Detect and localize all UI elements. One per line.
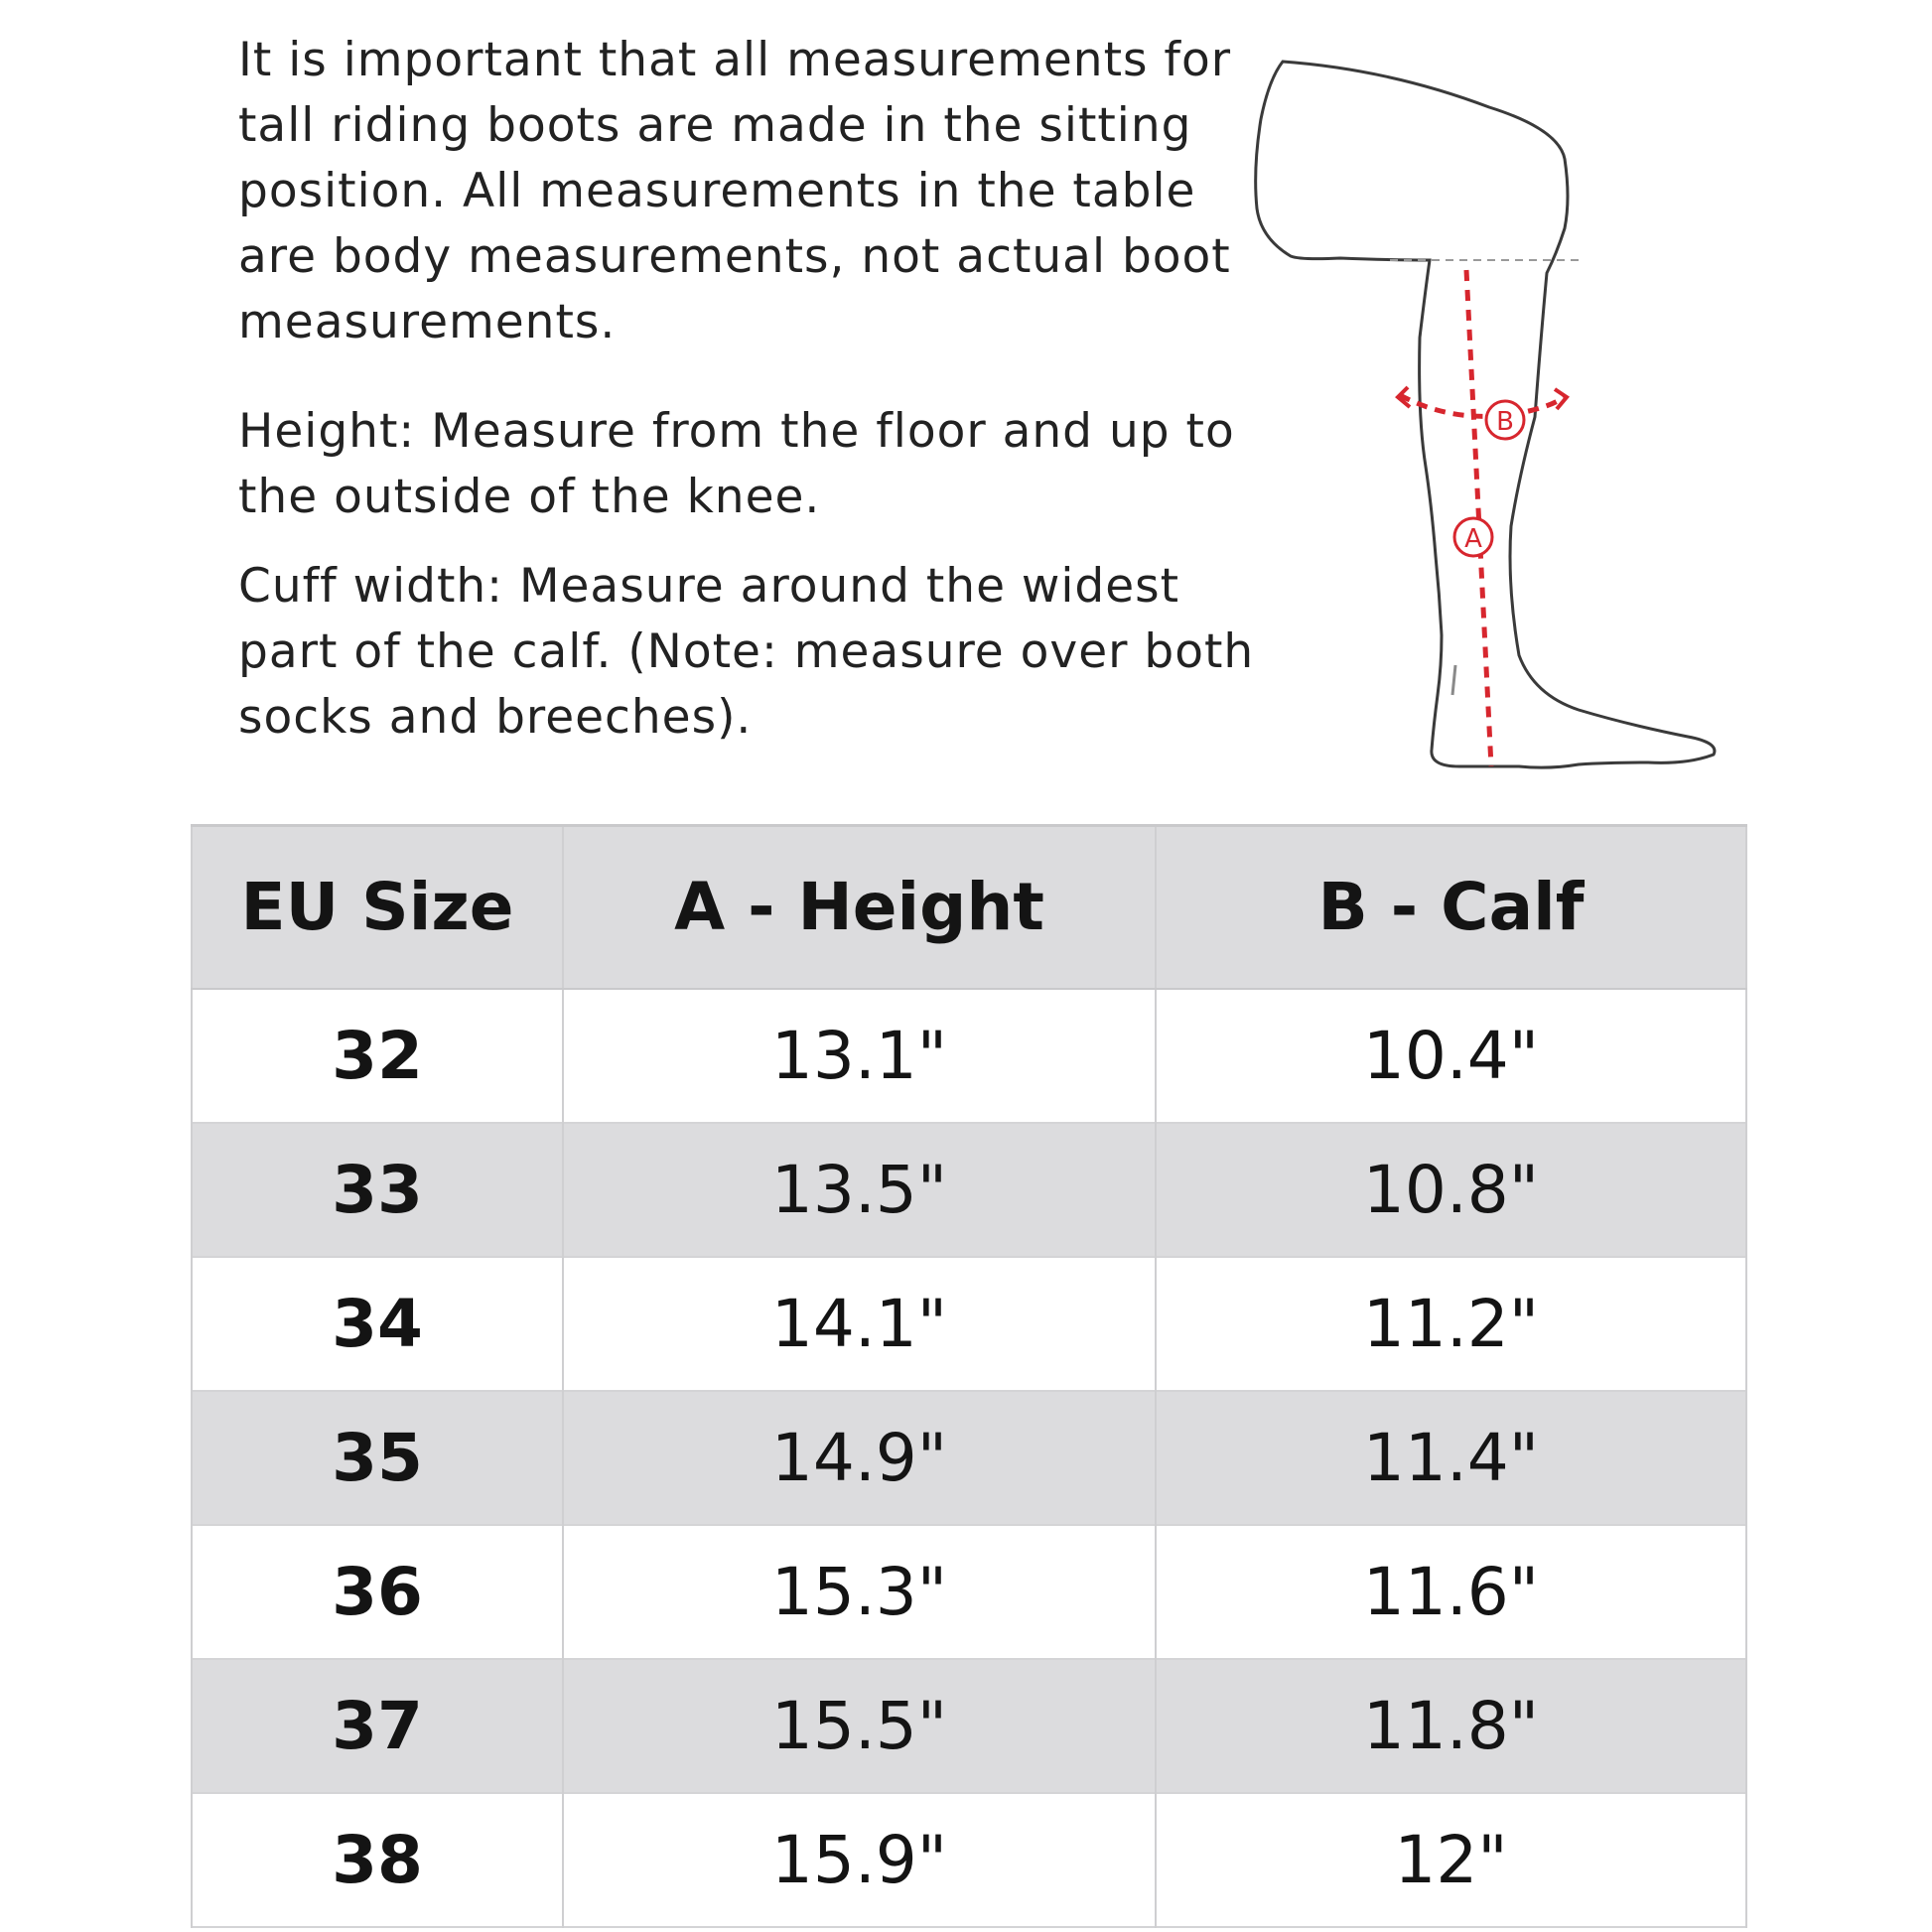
size-cell: 38 <box>192 1793 563 1927</box>
marker-b-label: B <box>1496 407 1514 437</box>
table-row <box>192 1659 1746 1793</box>
height-cell: 14.1" <box>563 1257 1156 1391</box>
leg-measurement-diagram <box>1251 40 1727 784</box>
table-header-row <box>192 826 1746 989</box>
table-row <box>192 1525 1746 1659</box>
intro-text <box>238 28 1271 751</box>
marker-a-label: A <box>1464 524 1482 554</box>
table-row <box>192 1257 1746 1391</box>
calf-cell: 10.4" <box>1156 989 1746 1123</box>
height-cell: 13.1" <box>563 989 1156 1123</box>
size-cell: 34 <box>192 1257 563 1391</box>
calf-cell: 10.8" <box>1156 1123 1746 1257</box>
calf-cell: 11.2" <box>1156 1257 1746 1391</box>
table-row <box>192 1391 1746 1525</box>
intro-paragraph-cuff: Cuff width: Measure around the widest part of the calf. (Note: measure over both socks and breeches). <box>238 559 1255 745</box>
header-eu-size: EU Size <box>192 826 563 989</box>
height-cell: 15.5" <box>563 1659 1156 1793</box>
size-cell: 36 <box>192 1525 563 1659</box>
calf-cell: 12" <box>1156 1793 1746 1927</box>
table-row <box>192 989 1746 1123</box>
header-height: A - Height <box>563 826 1156 989</box>
intro-paragraph-sitting: It is important that all measurements for tall riding boots are made in the sitting position. All measurements in the table are body measurements, not actual boot measurements. <box>238 33 1232 349</box>
calf-arrow-right <box>1555 389 1567 409</box>
marker-b <box>1486 401 1524 439</box>
size-cell: 37 <box>192 1659 563 1793</box>
height-cell: 13.5" <box>563 1123 1156 1257</box>
leg-outline <box>1256 62 1715 767</box>
size-cell: 32 <box>192 989 563 1123</box>
intro-paragraph-height: Height: Measure from the floor and up to the outside of the knee. <box>238 404 1235 524</box>
marker-a <box>1454 518 1492 556</box>
height-cell: 14.9" <box>563 1391 1156 1525</box>
calf-cell: 11.8" <box>1156 1659 1746 1793</box>
size-chart-table <box>191 824 1747 1928</box>
header-calf: B - Calf <box>1156 826 1746 989</box>
table-row <box>192 1793 1746 1927</box>
size-cell: 35 <box>192 1391 563 1525</box>
height-cell: 15.9" <box>563 1793 1156 1927</box>
height-cell: 15.3" <box>563 1525 1156 1659</box>
size-cell: 33 <box>192 1123 563 1257</box>
calf-cell: 11.6" <box>1156 1525 1746 1659</box>
table-row <box>192 1123 1746 1257</box>
calf-cell: 11.4" <box>1156 1391 1746 1525</box>
